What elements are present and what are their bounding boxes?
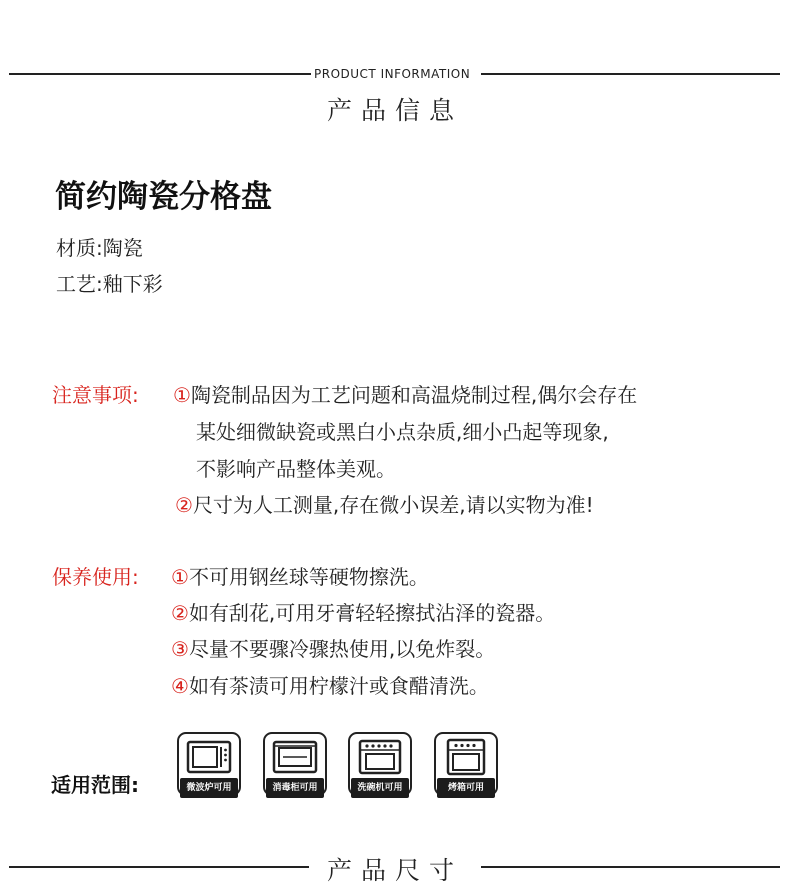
notice-label: 注意事项: xyxy=(52,383,139,407)
usage-microwave xyxy=(177,732,241,798)
care-item-4 xyxy=(171,670,489,699)
care-item-3-text: 尽量不要骤冷骤热使用,以免炸裂。 xyxy=(188,637,496,661)
notice-item-1-number: ① xyxy=(173,383,191,407)
microwave-caption: 微波炉可用 xyxy=(180,778,238,798)
notice-item-1-line-1: 陶瓷制品因为工艺问题和高温烧制过程,偶尔会存在 xyxy=(190,383,638,407)
care-item-2-text: 如有刮花,可用牙膏轻轻擦拭沾泽的瓷器。 xyxy=(188,601,556,625)
product-name: 简约陶瓷分格盘 xyxy=(55,179,272,215)
care-item-3 xyxy=(171,633,495,662)
notice-item-1-line-2: 某处细微缺瓷或黑白小点杂质,细小凸起等现象, xyxy=(196,420,609,444)
care-item-3-number: ③ xyxy=(171,637,189,661)
usage-sterilizer xyxy=(263,732,327,798)
product-material: 材质:陶瓷 xyxy=(56,236,143,260)
notice-item-2 xyxy=(175,489,594,518)
divider-right-top xyxy=(481,73,780,75)
care-item-1-text: 不可用钢丝球等硬物擦洗。 xyxy=(188,565,429,589)
dishwasher-caption: 洗碗机可用 xyxy=(351,778,409,798)
care-item-2-number: ② xyxy=(171,601,189,625)
divider-left-top xyxy=(9,73,311,75)
usage-oven xyxy=(434,732,498,798)
care-item-1-number: ① xyxy=(171,565,189,589)
section-title-info: 产品信息 xyxy=(327,96,464,125)
microwave-icon xyxy=(186,738,232,776)
dishwasher-icon xyxy=(357,738,403,776)
usage-dishwasher xyxy=(348,732,412,798)
divider-left-bottom xyxy=(9,866,309,868)
notice-item-2-number: ② xyxy=(175,493,193,517)
section-subtitle-en: PRODUCT INFORMATION xyxy=(314,67,471,81)
care-item-4-number: ④ xyxy=(171,674,189,698)
usage-label: 适用范围: xyxy=(51,773,139,797)
product-craft: 工艺:釉下彩 xyxy=(56,272,163,296)
notice-item-1-line-3: 不影响产品整体美观。 xyxy=(196,457,396,481)
care-label: 保养使用: xyxy=(52,565,139,589)
sterilizer-caption: 消毒柜可用 xyxy=(266,778,324,798)
sterilizer-icon xyxy=(272,738,318,776)
care-item-1 xyxy=(171,561,429,590)
oven-caption: 烤箱可用 xyxy=(437,778,495,798)
oven-icon xyxy=(443,738,489,776)
notice-item-2-text: 尺寸为人工测量,存在微小误差,请以实物为准! xyxy=(192,493,594,517)
section-title-size: 产品尺寸 xyxy=(327,856,464,885)
care-item-4-text: 如有茶渍可用柠檬汁或食醋清洗。 xyxy=(188,674,489,698)
divider-right-bottom xyxy=(481,866,780,868)
care-item-2 xyxy=(171,597,555,626)
notice-item-1 xyxy=(173,379,637,408)
